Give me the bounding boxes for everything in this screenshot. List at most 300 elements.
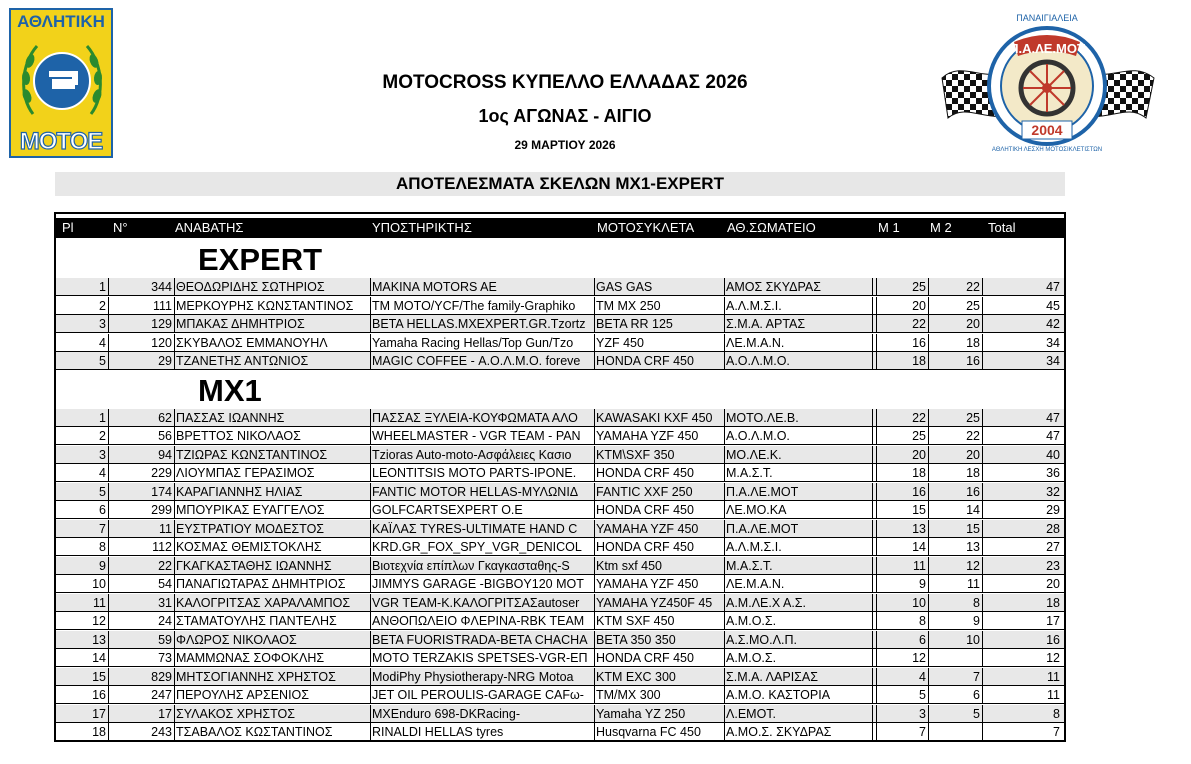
cell-place: 17 — [92, 706, 106, 721]
col-header-total: Total — [988, 220, 1016, 235]
column-divider — [108, 631, 109, 648]
cell-number: 120 — [151, 335, 172, 350]
cell-number: 24 — [158, 614, 172, 628]
column-divider — [876, 668, 877, 685]
cell-number: 62 — [158, 410, 172, 425]
cell-club: Σ.Μ.Α. ΑΡΤΑΣ — [726, 317, 806, 331]
table-row — [56, 483, 1064, 501]
column-divider — [370, 446, 371, 463]
wheel-icon — [1021, 62, 1073, 114]
column-divider — [370, 409, 371, 426]
column-divider — [174, 464, 175, 481]
column-divider — [982, 520, 983, 537]
column-divider — [724, 557, 725, 574]
cell-m1: 18 — [912, 466, 926, 480]
cell-motorcycle: Ktm sxf 450 — [596, 558, 662, 573]
column-divider — [872, 520, 873, 537]
table-row — [56, 612, 1064, 630]
cell-club: Α.Μ.Ο.Σ. — [726, 651, 777, 665]
results-table — [54, 212, 1066, 742]
cell-m2 — [930, 723, 982, 741]
cell-rider: ΜΠΑΚΑΣ ΔΗΜΗΤΡΙΟΣ — [176, 317, 305, 331]
column-divider — [594, 278, 595, 295]
cell-number: 229 — [151, 466, 172, 480]
cell-m1: 4 — [919, 669, 926, 684]
column-divider — [876, 278, 877, 295]
column-divider — [876, 557, 877, 574]
column-divider — [174, 352, 175, 369]
cell-total: 12 — [1046, 651, 1060, 665]
cell-number: 174 — [151, 484, 172, 499]
column-divider — [982, 705, 983, 722]
cell-sponsor: ΚΑΪΛΑΣ TYRES-ULTIMATE HAND C — [372, 521, 578, 536]
column-divider — [594, 538, 595, 555]
round-subtitle: 1ος ΑΓΩΝΑΣ - ΑΙΓΙΟ — [478, 106, 652, 126]
column-divider — [872, 427, 873, 444]
column-divider — [370, 483, 371, 500]
column-divider — [108, 520, 109, 537]
column-divider — [594, 297, 595, 314]
cell-motorcycle: Yamaha YZ 250 — [596, 706, 686, 721]
table-row — [56, 520, 1064, 538]
column-divider — [594, 705, 595, 722]
column-divider — [370, 686, 371, 703]
column-divider — [876, 538, 877, 555]
cell-m1: 12 — [912, 651, 926, 665]
col-header-m2: M 2 — [930, 220, 952, 235]
column-divider — [872, 612, 873, 629]
column-divider — [872, 705, 873, 722]
cell-club: Σ.Μ.Α. ΛΑΡΙΣΑΣ — [726, 669, 818, 684]
cell-total: 36 — [1046, 466, 1060, 480]
column-divider — [724, 631, 725, 648]
cell-motorcycle: FANTIC XXF 250 — [596, 484, 693, 499]
table-row — [56, 297, 1064, 315]
cell-sponsor: Tzioras Auto-moto-Ασφάλειες Κασιο — [372, 447, 572, 462]
cell-total: 18 — [1046, 595, 1060, 610]
column-divider — [594, 501, 595, 518]
column-divider — [982, 278, 983, 295]
column-divider — [872, 409, 873, 426]
column-divider — [876, 649, 877, 666]
column-divider — [876, 723, 877, 740]
cell-rider: ΒΡΕΤΤΟΣ ΝΙΚΟΛΑΟΣ — [176, 429, 301, 443]
column-divider — [108, 334, 109, 351]
table-row — [56, 594, 1064, 612]
column-divider — [876, 427, 877, 444]
cell-rider: ΘΕΟΔΩΡΙΔΗΣ ΣΩΤΗΡΙΟΣ — [176, 280, 325, 294]
column-divider — [724, 612, 725, 629]
cell-m1: 20 — [912, 298, 926, 313]
column-divider — [982, 334, 983, 351]
cell-motorcycle: TM/MX 300 — [596, 688, 661, 702]
column-divider — [724, 278, 725, 295]
cell-motorcycle: KAWASAKI KXF 450 — [596, 410, 713, 425]
cell-m1: 16 — [912, 484, 926, 499]
column-divider — [928, 557, 929, 574]
column-divider — [174, 427, 175, 444]
cell-total: 28 — [1046, 521, 1060, 536]
column-divider — [174, 315, 175, 332]
column-divider — [872, 538, 873, 555]
cell-place: 12 — [92, 614, 106, 628]
cell-sponsor: Yamaha Racing Hellas/Top Gun/Tzo — [372, 335, 574, 350]
column-divider — [928, 352, 929, 369]
column-divider — [724, 501, 725, 518]
cell-motorcycle: KTM EXC 300 — [596, 669, 676, 684]
cell-place: 11 — [93, 595, 106, 610]
column-divider — [982, 427, 983, 444]
table-row — [56, 686, 1064, 704]
column-divider — [174, 594, 175, 611]
cell-place: 2 — [99, 429, 106, 443]
federation-logo-top-text: ΑΘΛΗΤΙΚΗ — [17, 12, 105, 31]
cell-motorcycle: HONDA CRF 450 — [596, 503, 694, 517]
column-divider — [928, 668, 929, 685]
column-divider — [174, 686, 175, 703]
col-header-sponsor: ΥΠΟΣΤΗΡΙΚΤΗΣ — [372, 220, 472, 235]
column-divider — [724, 334, 725, 351]
cell-club: Α.Λ.Μ.Σ.Ι. — [726, 298, 782, 313]
cell-m2 — [930, 649, 982, 667]
cell-number: 59 — [158, 632, 172, 647]
column-divider — [724, 315, 725, 332]
cell-motorcycle: BETA 350 350 — [596, 632, 676, 647]
column-divider — [928, 520, 929, 537]
cell-rider: ΠΕΡΟΥΛΗΣ ΑΡΣΕΝΙΟΣ — [176, 688, 310, 702]
cell-place: 15 — [92, 669, 106, 684]
column-divider — [370, 501, 371, 518]
column-divider — [594, 594, 595, 611]
column-divider — [174, 723, 175, 740]
cell-rider: ΦΛΩΡΟΣ ΝΙΚΟΛΑΟΣ — [176, 632, 297, 647]
column-divider — [108, 315, 109, 332]
cell-m1: 8 — [919, 614, 926, 628]
cell-total: 20 — [1046, 577, 1060, 591]
column-divider — [370, 352, 371, 369]
cell-place: 13 — [92, 632, 106, 647]
column-divider — [876, 446, 877, 463]
cell-sponsor: LEONTITSIS MOTO PARTS-IPONE. — [372, 466, 577, 480]
column-divider — [724, 352, 725, 369]
cell-motorcycle: HONDA CRF 450 — [596, 354, 694, 368]
column-divider — [108, 575, 109, 592]
cell-club: Α.Ο.Λ.Μ.Ο. — [726, 354, 790, 368]
column-divider — [872, 649, 873, 666]
column-divider — [724, 520, 725, 537]
column-divider — [174, 631, 175, 648]
column-divider — [872, 334, 873, 351]
cell-place: 10 — [92, 577, 106, 591]
column-divider — [928, 315, 929, 332]
cell-number: 54 — [158, 577, 172, 591]
column-divider — [982, 352, 983, 369]
cell-place: 6 — [99, 503, 106, 517]
column-divider — [982, 723, 983, 740]
cell-rider: ΜΑΜΜΩΝΑΣ ΣΟΦΟΚΛΗΣ — [176, 651, 325, 665]
column-divider — [982, 409, 983, 426]
cell-number: 247 — [151, 688, 172, 702]
column-divider — [876, 297, 877, 314]
column-divider — [370, 668, 371, 685]
column-divider — [370, 723, 371, 740]
column-divider — [174, 501, 175, 518]
table-row — [56, 557, 1064, 575]
cell-rider: ΤΖΑΝΕΤΗΣ ΑΝΤΩΝΙΟΣ — [176, 354, 309, 368]
cell-club: ΛΕ.Μ.Α.Ν. — [726, 577, 785, 591]
cell-rider: ΜΕΡΚΟΥΡΗΣ ΚΩΝΣΤΑΝΤΙΝΟΣ — [176, 298, 354, 313]
column-divider — [872, 483, 873, 500]
cell-club: Π.Α.ΛΕ.ΜΟΤ — [726, 521, 799, 536]
cell-total: 45 — [1046, 298, 1060, 313]
federation-logo — [9, 8, 113, 158]
cell-sponsor: MAGIC COFFEE - Α.Ο.Λ.Μ.Ο. foreve — [372, 354, 581, 368]
cell-total: 8 — [1053, 706, 1060, 721]
cell-m2: 7 — [973, 669, 980, 684]
cell-number: 299 — [151, 503, 172, 517]
column-divider — [724, 538, 725, 555]
column-divider — [928, 575, 929, 592]
column-divider — [174, 575, 175, 592]
column-divider — [108, 538, 109, 555]
column-divider — [370, 557, 371, 574]
column-divider — [872, 575, 873, 592]
cell-sponsor: BETA FUORISTRADA-BETA CHACHA — [372, 632, 588, 647]
cell-m1: 10 — [912, 595, 926, 610]
column-divider — [174, 649, 175, 666]
cell-number: 111 — [152, 298, 172, 313]
cell-m1: 15 — [912, 503, 926, 517]
column-divider — [876, 594, 877, 611]
cell-place: 3 — [99, 317, 106, 331]
column-divider — [928, 483, 929, 500]
cell-sponsor: ModiPhy Physiotherapy-NRG Motoa — [372, 669, 574, 684]
cell-m1: 16 — [912, 335, 926, 350]
column-divider — [928, 278, 929, 295]
section-heading-mx1: MX1 — [198, 372, 262, 408]
cell-sponsor: MAKINA MOTORS AE — [372, 280, 497, 294]
cell-rider: ΛΙΟΥΜΠΑΣ ΓΕΡΑΣΙΜΟΣ — [176, 466, 315, 480]
cell-number: 94 — [158, 447, 172, 462]
column-divider — [370, 427, 371, 444]
column-divider — [876, 520, 877, 537]
cell-place: 3 — [99, 447, 106, 462]
column-divider — [174, 520, 175, 537]
cell-motorcycle: YAMAHA YZF 450 — [596, 577, 699, 591]
cell-total: 42 — [1046, 317, 1060, 331]
cell-motorcycle: BETA RR 125 — [596, 317, 673, 331]
column-divider — [928, 501, 929, 518]
cell-motorcycle: KTM SXF 450 — [596, 614, 675, 628]
column-divider — [928, 631, 929, 648]
table-row — [56, 427, 1064, 445]
cell-total: 23 — [1046, 558, 1060, 573]
column-divider — [982, 594, 983, 611]
column-divider — [174, 483, 175, 500]
column-divider — [108, 297, 109, 314]
col-header-m1: M 1 — [878, 220, 900, 235]
cell-m2: 22 — [966, 429, 980, 443]
cell-total: 11 — [1047, 688, 1060, 702]
cell-motorcycle: Husqvarna FC 450 — [596, 725, 701, 739]
cell-total: 47 — [1046, 410, 1060, 425]
column-divider — [108, 464, 109, 481]
column-divider — [928, 538, 929, 555]
column-divider — [174, 446, 175, 463]
cell-place: 7 — [99, 521, 106, 536]
column-divider — [724, 686, 725, 703]
cell-rider: ΜΠΟΥΡΙΚΑΣ ΕΥΑΓΓΕΛΟΣ — [176, 503, 325, 517]
cell-rider: ΣΚΥΒΑΛΟΣ ΕΜΜΑΝΟΥΗΛ — [176, 335, 328, 350]
column-divider — [594, 334, 595, 351]
cell-club: ΛΕ.ΜΟ.ΚΑ — [726, 503, 787, 517]
column-divider — [370, 631, 371, 648]
cell-rider: ΚΟΣΜΑΣ ΘΕΜΙΣΤΟΚΛΗΣ — [176, 540, 322, 554]
column-divider — [872, 594, 873, 611]
column-divider — [876, 612, 877, 629]
column-divider — [928, 686, 929, 703]
cell-number: 22 — [158, 558, 172, 573]
column-divider — [108, 427, 109, 444]
col-header-rider: ΑΝΑΒΑΤΗΣ — [175, 220, 244, 235]
column-divider — [108, 352, 109, 369]
column-divider — [876, 483, 877, 500]
column-divider — [872, 278, 873, 295]
cell-sponsor: MOTO TERZAKIS SPETSES-VGR-ΕΠ — [372, 651, 588, 665]
club-logo-year: 2004 — [1031, 122, 1063, 138]
cell-place: 8 — [99, 540, 106, 554]
table-row — [56, 464, 1064, 482]
column-divider — [108, 409, 109, 426]
column-divider — [108, 278, 109, 295]
column-divider — [370, 334, 371, 351]
cell-club: ΜΟ.ΛΕ.Κ. — [726, 447, 782, 462]
column-divider — [724, 668, 725, 685]
column-divider — [174, 705, 175, 722]
table-row — [56, 575, 1064, 593]
column-divider — [872, 668, 873, 685]
cell-number: 11 — [159, 521, 172, 536]
table-row — [56, 315, 1064, 333]
table-row — [56, 278, 1064, 296]
column-divider — [174, 668, 175, 685]
cell-rider: ΤΖΙΩΡΑΣ ΚΩΝΣΤΑΝΤΙΝΟΣ — [176, 447, 328, 462]
column-divider — [724, 427, 725, 444]
column-divider — [982, 297, 983, 314]
column-divider — [108, 668, 109, 685]
cell-place: 18 — [92, 725, 106, 739]
column-divider — [174, 297, 175, 314]
column-divider — [872, 315, 873, 332]
cell-m2: 8 — [973, 595, 980, 610]
column-divider — [876, 464, 877, 481]
column-divider — [594, 612, 595, 629]
column-divider — [928, 409, 929, 426]
cell-motorcycle: HONDA CRF 450 — [596, 466, 694, 480]
column-divider — [724, 594, 725, 611]
cell-sponsor: WHEELMASTER - VGR TEAM - PAN — [372, 429, 581, 443]
column-divider — [876, 501, 877, 518]
cell-m1: 6 — [919, 632, 926, 647]
cell-motorcycle: GAS GAS — [596, 280, 653, 294]
column-divider — [594, 409, 595, 426]
column-divider — [928, 649, 929, 666]
column-divider — [982, 464, 983, 481]
column-divider — [594, 446, 595, 463]
column-divider — [108, 501, 109, 518]
column-divider — [982, 649, 983, 666]
cell-motorcycle: TM MX 250 — [596, 298, 661, 313]
column-divider — [174, 334, 175, 351]
cell-place: 4 — [99, 466, 106, 480]
cell-sponsor: KRD.GR_FOX_SPY_VGR_DENICOL — [372, 540, 582, 554]
cell-rider: ΠΑΣΣΑΣ ΙΩΑΝΝΗΣ — [176, 410, 285, 425]
table-row — [56, 668, 1064, 686]
section-heading-expert: EXPERT — [198, 242, 323, 277]
cell-rider: ΣΥΛΑΚΟΣ ΧΡΗΣΤΟΣ — [176, 706, 295, 721]
cell-club: Μ.Α.Σ.Τ. — [726, 466, 773, 480]
column-divider — [370, 594, 371, 611]
cell-club: Α.Ο.Λ.Μ.Ο. — [726, 429, 790, 443]
column-divider — [872, 723, 873, 740]
column-divider — [872, 352, 873, 369]
column-divider — [724, 464, 725, 481]
cell-place: 14 — [92, 651, 106, 665]
cell-m1: 13 — [912, 521, 926, 536]
column-divider — [370, 297, 371, 314]
event-date: 29 ΜΑΡΤΙΟΥ 2026 — [514, 138, 616, 152]
cell-sponsor: ΠΑΣΣΑΣ ΞΥΛΕΙΑ-ΚΟΥΦΩΜΑΤΑ ΑΛΟ — [372, 410, 578, 425]
cell-club: Α.Λ.Μ.Σ.Ι. — [726, 540, 782, 554]
column-divider — [982, 501, 983, 518]
cell-club: Α.Σ.ΜΟ.Λ.Π. — [726, 632, 797, 647]
cell-m2: 14 — [966, 503, 980, 517]
event-title: MOTOCROSS ΚΥΠΕΛΛΟ ΕΛΛΑΔΑΣ 2026 — [382, 72, 748, 93]
column-divider — [108, 723, 109, 740]
table-header-row — [56, 218, 1064, 238]
cell-number: 243 — [151, 725, 172, 739]
cell-rider: ΚΑΛΟΓΡΙΤΣΑΣ ΧΑΡΑΛΑΜΠΟΣ — [176, 595, 351, 610]
column-divider — [594, 352, 595, 369]
column-divider — [982, 612, 983, 629]
col-header-motorcycle: ΜΟΤΟΣΥΚΛΕΤΑ — [597, 220, 695, 235]
cell-place: 4 — [99, 335, 106, 350]
col-header-number: N° — [113, 220, 128, 235]
cell-total: 47 — [1046, 280, 1060, 294]
cell-m2: 22 — [966, 280, 980, 294]
cell-m1: 22 — [912, 410, 926, 425]
column-divider — [872, 501, 873, 518]
cell-m1: 14 — [912, 540, 926, 554]
federation-logo-bottom-text: ΜΟΤΟΕ — [19, 128, 103, 155]
column-divider — [928, 594, 929, 611]
column-divider — [174, 557, 175, 574]
cell-place: 5 — [99, 354, 106, 368]
cell-club: Μ.Α.Σ.Τ. — [726, 558, 773, 573]
column-divider — [370, 464, 371, 481]
cell-motorcycle: YAMAHA YZF 450 — [596, 521, 699, 536]
table-row — [56, 705, 1064, 723]
cell-number: 344 — [151, 280, 172, 294]
column-divider — [108, 686, 109, 703]
cell-sponsor: MXEnduro 698-DKRacing- — [372, 706, 520, 721]
column-divider — [174, 278, 175, 295]
cell-number: 31 — [158, 595, 172, 610]
cell-rider: ΠΑΝΑΓΙΩΤΑΡΑΣ ΔΗΜΗΤΡΙΟΣ — [176, 577, 346, 591]
column-divider — [108, 446, 109, 463]
column-divider — [928, 297, 929, 314]
cell-motorcycle: HONDA CRF 450 — [596, 651, 694, 665]
